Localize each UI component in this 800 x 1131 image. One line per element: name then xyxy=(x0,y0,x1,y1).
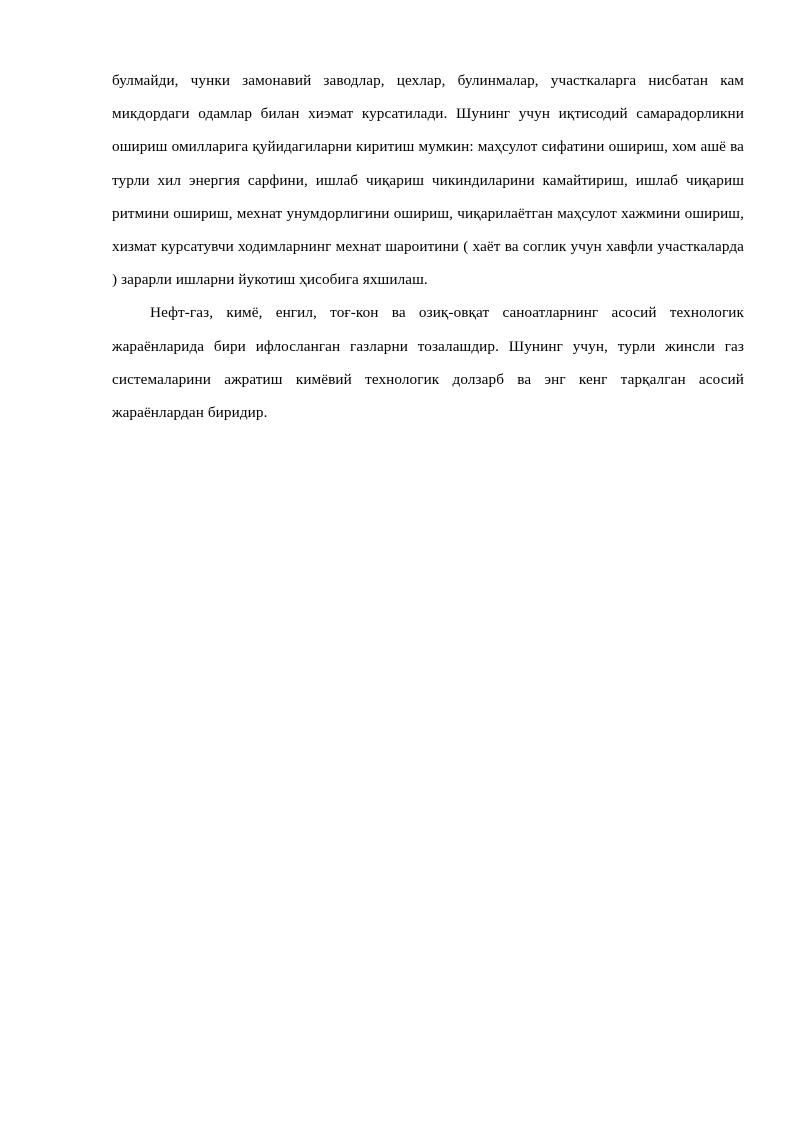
document-text-body xyxy=(112,64,744,429)
paragraph-1: булмайди, чунки замонавий заводлар, цехлар, булинмалар, участкаларга нисбатан кам микдордаги одамлар билан хиэмат курсатилади. Шунинг учун иқтисодий самарадорликни ошириш омилларига қуйидагиларни киритиш мумкин: маҳсулот сифатини ошириш, хом ашё ва турли хил энергия сарфини, ишлаб чиқариш чикиндиларини камайтириш, ишлаб чиқариш ритмини ошириш, мехнат унумдорлигини ошириш, чиқарилаётган маҳсулот хажмини ошириш, хизмат курсатувчи ходимларнинг мехнат шароитини ( хаёт ва соглик учун хавфли участкаларда ) зарарли ишларни йукотиш ҳисобига яхшилаш. xyxy=(112,72,744,289)
paragraph-2: Нефт-газ, кимё, енгил, тоғ-кон ва озиқ-овқат саноатларнинг асосий технологик жараёнларида бири ифлосланган газларни тозалашдир. Шунинг учун, турли жинсли газ системаларини ажратиш кимёвий технологик долзарб ва энг кенг тарқалган асосий жараёнлардан биридир. xyxy=(112,304,744,422)
